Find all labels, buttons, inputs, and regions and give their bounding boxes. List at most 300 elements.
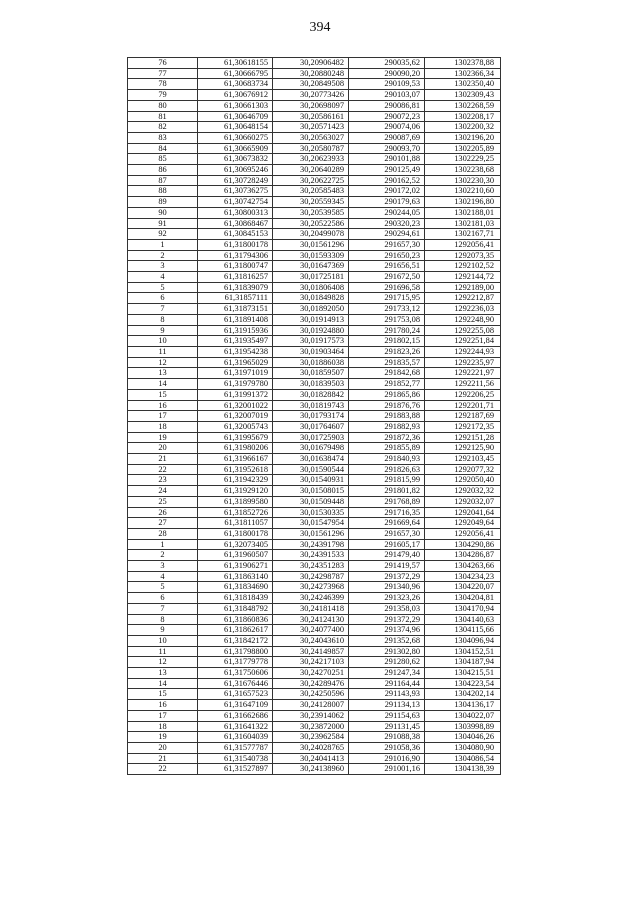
table-row xyxy=(128,218,501,229)
table-cell: 8 xyxy=(128,314,198,325)
table-cell: 291323,26 xyxy=(349,593,425,604)
table-cell: 291479,40 xyxy=(349,550,425,561)
table-cell: 1292102,52 xyxy=(425,261,501,272)
table-cell: 18 xyxy=(128,721,198,732)
table-cell: 19 xyxy=(128,732,198,743)
table-cell: 61,31662686 xyxy=(198,710,273,721)
table-cell: 1292032,32 xyxy=(425,486,501,497)
table-cell: 30,01725181 xyxy=(273,272,349,283)
table-cell: 16 xyxy=(128,700,198,711)
table-cell: 1292050,40 xyxy=(425,475,501,486)
table-cell: 21 xyxy=(128,753,198,764)
table-cell: 30,24246399 xyxy=(273,593,349,604)
table-cell: 1302210,60 xyxy=(425,186,501,197)
table-cell: 30,23962584 xyxy=(273,732,349,743)
table-row xyxy=(128,528,501,539)
table-cell: 1302205,89 xyxy=(425,143,501,154)
table-cell: 291302,80 xyxy=(349,646,425,657)
table-cell: 61,30660275 xyxy=(198,132,273,143)
table-row xyxy=(128,175,501,186)
table-row xyxy=(128,539,501,550)
table-cell: 1292032,07 xyxy=(425,496,501,507)
table-cell: 13 xyxy=(128,668,198,679)
table-cell: 61,30736275 xyxy=(198,186,273,197)
table-cell: 61,31800747 xyxy=(198,261,273,272)
table-row xyxy=(128,132,501,143)
table-cell: 30,20522586 xyxy=(273,218,349,229)
table-cell: 1292144,72 xyxy=(425,272,501,283)
table-cell: 30,01828842 xyxy=(273,389,349,400)
table-cell: 30,23872000 xyxy=(273,721,349,732)
table-cell: 1304187,94 xyxy=(425,657,501,668)
table-cell: 1292211,56 xyxy=(425,379,501,390)
table-cell: 5 xyxy=(128,582,198,593)
table-cell: 1304138,39 xyxy=(425,764,501,775)
table-cell: 12 xyxy=(128,357,198,368)
table-cell: 6 xyxy=(128,293,198,304)
table-cell: 61,31834690 xyxy=(198,582,273,593)
table-cell: 30,01914913 xyxy=(273,314,349,325)
table-cell: 61,30648154 xyxy=(198,122,273,133)
table-cell: 290179,63 xyxy=(349,197,425,208)
table-cell: 30,01764607 xyxy=(273,421,349,432)
table-cell: 290086,81 xyxy=(349,100,425,111)
table-cell: 291280,62 xyxy=(349,657,425,668)
table-row xyxy=(128,100,501,111)
table-cell: 291088,38 xyxy=(349,732,425,743)
table-row xyxy=(128,582,501,593)
table-cell: 1302188,01 xyxy=(425,207,501,218)
table-row xyxy=(128,111,501,122)
table-cell: 61,31816257 xyxy=(198,272,273,283)
table-cell: 290294,61 xyxy=(349,229,425,240)
table-cell: 61,31800178 xyxy=(198,239,273,250)
table-cell: 30,01849828 xyxy=(273,293,349,304)
table-cell: 20 xyxy=(128,443,198,454)
table-cell: 1302181,03 xyxy=(425,218,501,229)
table-row xyxy=(128,432,501,443)
table-row xyxy=(128,421,501,432)
table-cell: 61,31800178 xyxy=(198,528,273,539)
table-cell: 291802,15 xyxy=(349,336,425,347)
table-cell: 30,01561296 xyxy=(273,239,349,250)
table-row xyxy=(128,561,501,572)
table-cell: 19 xyxy=(128,432,198,443)
table-cell: 1292206,25 xyxy=(425,389,501,400)
table-row xyxy=(128,272,501,283)
table-cell: 290101,88 xyxy=(349,154,425,165)
table-cell: 1304046,26 xyxy=(425,732,501,743)
table-cell: 61,30695246 xyxy=(198,165,273,176)
table-cell: 1304136,17 xyxy=(425,700,501,711)
table-cell: 4 xyxy=(128,272,198,283)
table-cell: 30,24270251 xyxy=(273,668,349,679)
table-cell: 16 xyxy=(128,400,198,411)
table-row xyxy=(128,239,501,250)
table-cell: 87 xyxy=(128,175,198,186)
table-cell: 30,20880248 xyxy=(273,68,349,79)
table-cell: 30,24181418 xyxy=(273,603,349,614)
table-cell: 291656,51 xyxy=(349,261,425,272)
table-cell: 79 xyxy=(128,90,198,101)
table-cell: 30,20539585 xyxy=(273,207,349,218)
table-cell: 291840,93 xyxy=(349,454,425,465)
table-cell: 30,01540931 xyxy=(273,475,349,486)
table-cell: 18 xyxy=(128,421,198,432)
table-cell: 30,24028765 xyxy=(273,743,349,754)
table-cell: 12 xyxy=(128,657,198,668)
table-cell: 1302208,17 xyxy=(425,111,501,122)
table-cell: 80 xyxy=(128,100,198,111)
table-cell: 291715,95 xyxy=(349,293,425,304)
table-cell: 30,01547954 xyxy=(273,518,349,529)
table-cell: 61,31863140 xyxy=(198,571,273,582)
table-cell: 291768,89 xyxy=(349,496,425,507)
table-cell: 30,24043610 xyxy=(273,635,349,646)
table-cell: 1292248,90 xyxy=(425,314,501,325)
table-cell: 30,01839503 xyxy=(273,379,349,390)
table-cell: 1304215,51 xyxy=(425,668,501,679)
table-row xyxy=(128,753,501,764)
table-row xyxy=(128,475,501,486)
table-cell: 2 xyxy=(128,550,198,561)
table-cell: 61,31577787 xyxy=(198,743,273,754)
table-cell: 290320,23 xyxy=(349,218,425,229)
table-cell: 24 xyxy=(128,486,198,497)
table-cell: 291716,35 xyxy=(349,507,425,518)
table-cell: 61,30728249 xyxy=(198,175,273,186)
table-row xyxy=(128,282,501,293)
table-cell: 30,20698097 xyxy=(273,100,349,111)
table-cell: 61,30618155 xyxy=(198,58,273,69)
table-cell: 290087,69 xyxy=(349,132,425,143)
table-cell: 86 xyxy=(128,165,198,176)
table-cell: 89 xyxy=(128,197,198,208)
table-row xyxy=(128,389,501,400)
table-cell: 30,20580787 xyxy=(273,143,349,154)
table-cell: 290244,05 xyxy=(349,207,425,218)
table-cell: 61,30800313 xyxy=(198,207,273,218)
table-cell: 1292056,41 xyxy=(425,239,501,250)
table-cell: 1304204,81 xyxy=(425,593,501,604)
table-cell: 290162,52 xyxy=(349,175,425,186)
table-cell: 61,31848792 xyxy=(198,603,273,614)
table-cell: 26 xyxy=(128,507,198,518)
table-cell: 291826,63 xyxy=(349,464,425,475)
table-cell: 61,31860836 xyxy=(198,614,273,625)
table-cell: 291669,64 xyxy=(349,518,425,529)
table-cell: 15 xyxy=(128,389,198,400)
table-cell: 22 xyxy=(128,464,198,475)
table-row xyxy=(128,689,501,700)
table-cell: 30,20563027 xyxy=(273,132,349,143)
table-cell: 61,31965029 xyxy=(198,357,273,368)
table-cell: 61,31818439 xyxy=(198,593,273,604)
table-cell: 30,20640289 xyxy=(273,165,349,176)
table-cell: 92 xyxy=(128,229,198,240)
table-row xyxy=(128,678,501,689)
table-cell: 1304096,94 xyxy=(425,635,501,646)
table-row xyxy=(128,732,501,743)
table-cell: 291780,24 xyxy=(349,325,425,336)
table-row xyxy=(128,496,501,507)
table-cell: 14 xyxy=(128,379,198,390)
table-row xyxy=(128,122,501,133)
table-cell: 2 xyxy=(128,250,198,261)
table-cell: 1292236,03 xyxy=(425,304,501,315)
table-cell: 30,20585483 xyxy=(273,186,349,197)
table-cell: 11 xyxy=(128,646,198,657)
table-cell: 1292041,64 xyxy=(425,507,501,518)
table-row xyxy=(128,721,501,732)
table-cell: 1302238,68 xyxy=(425,165,501,176)
table-cell: 61,31839079 xyxy=(198,282,273,293)
table-cell: 61,31906271 xyxy=(198,561,273,572)
page-number: 394 xyxy=(309,20,331,35)
table-row xyxy=(128,314,501,325)
table-cell: 290035,62 xyxy=(349,58,425,69)
table-cell: 30,24041413 xyxy=(273,753,349,764)
table-cell: 81 xyxy=(128,111,198,122)
table-row xyxy=(128,657,501,668)
table-row xyxy=(128,603,501,614)
table-cell: 30,01892050 xyxy=(273,304,349,315)
table-cell: 1302196,80 xyxy=(425,197,501,208)
table-cell: 30,20622725 xyxy=(273,175,349,186)
table-row xyxy=(128,743,501,754)
table-cell: 290074,06 xyxy=(349,122,425,133)
table-row xyxy=(128,261,501,272)
table-cell: 1292151,28 xyxy=(425,432,501,443)
table-cell: 14 xyxy=(128,678,198,689)
table-row xyxy=(128,668,501,679)
table-cell: 1302167,71 xyxy=(425,229,501,240)
table-cell: 61,31942329 xyxy=(198,475,273,486)
table-cell: 4 xyxy=(128,571,198,582)
table-cell: 30,24138960 xyxy=(273,764,349,775)
table-row xyxy=(128,293,501,304)
table-cell: 61,30646709 xyxy=(198,111,273,122)
table-cell: 1302309,43 xyxy=(425,90,501,101)
table-cell: 291876,76 xyxy=(349,400,425,411)
table-cell: 61,32007019 xyxy=(198,411,273,422)
table-cell: 10 xyxy=(128,635,198,646)
table-cell: 61,31954238 xyxy=(198,346,273,357)
table-cell: 77 xyxy=(128,68,198,79)
table-cell: 30,01917573 xyxy=(273,336,349,347)
table-cell: 61,30661303 xyxy=(198,100,273,111)
table-cell: 1292255,08 xyxy=(425,325,501,336)
table-row xyxy=(128,336,501,347)
table-cell: 30,01903464 xyxy=(273,346,349,357)
table-row xyxy=(128,346,501,357)
table-cell: 1292212,87 xyxy=(425,293,501,304)
table-cell: 76 xyxy=(128,58,198,69)
table-cell: 30,24250596 xyxy=(273,689,349,700)
table-cell: 7 xyxy=(128,603,198,614)
table-cell: 1304140,63 xyxy=(425,614,501,625)
table-cell: 61,31873151 xyxy=(198,304,273,315)
table-row xyxy=(128,357,501,368)
table-cell: 30,20499078 xyxy=(273,229,349,240)
table-cell: 61,30845153 xyxy=(198,229,273,240)
table-cell: 1304170,94 xyxy=(425,603,501,614)
table-cell: 30,24391533 xyxy=(273,550,349,561)
table-cell: 61,31852726 xyxy=(198,507,273,518)
table-cell: 30,01819743 xyxy=(273,400,349,411)
table-cell: 61,31641322 xyxy=(198,721,273,732)
table-cell: 22 xyxy=(128,764,198,775)
table-row xyxy=(128,710,501,721)
table-cell: 61,31915936 xyxy=(198,325,273,336)
table-cell: 61,31750606 xyxy=(198,668,273,679)
table-cell: 20 xyxy=(128,743,198,754)
table-cell: 61,31966167 xyxy=(198,454,273,465)
table-cell: 290072,23 xyxy=(349,111,425,122)
table-cell: 13 xyxy=(128,368,198,379)
table-row xyxy=(128,411,501,422)
table-cell: 30,01859507 xyxy=(273,368,349,379)
table-cell: 1292056,41 xyxy=(425,528,501,539)
table-cell: 291855,89 xyxy=(349,443,425,454)
table-cell: 30,20586161 xyxy=(273,111,349,122)
table-cell: 3 xyxy=(128,561,198,572)
table-cell: 61,30676912 xyxy=(198,90,273,101)
table-cell: 291340,96 xyxy=(349,582,425,593)
table-cell: 27 xyxy=(128,518,198,529)
table-cell: 61,30742754 xyxy=(198,197,273,208)
table-cell: 10 xyxy=(128,336,198,347)
table-cell: 291815,99 xyxy=(349,475,425,486)
table-cell: 1292077,32 xyxy=(425,464,501,475)
table-cell: 3 xyxy=(128,261,198,272)
table-row xyxy=(128,507,501,518)
table-cell: 1292049,64 xyxy=(425,518,501,529)
table-cell: 1304220,07 xyxy=(425,582,501,593)
table-row xyxy=(128,325,501,336)
table-cell: 1292172,35 xyxy=(425,421,501,432)
table-row xyxy=(128,379,501,390)
table-cell: 61,31935497 xyxy=(198,336,273,347)
table-cell: 30,01638474 xyxy=(273,454,349,465)
table-cell: 1292125,90 xyxy=(425,443,501,454)
table-row xyxy=(128,400,501,411)
table-cell: 61,31779778 xyxy=(198,657,273,668)
table-cell: 291372,29 xyxy=(349,614,425,625)
table-cell: 61,32005743 xyxy=(198,421,273,432)
table-cell: 290125,49 xyxy=(349,165,425,176)
table-cell: 30,01924880 xyxy=(273,325,349,336)
table-cell: 30,24149857 xyxy=(273,646,349,657)
table-cell: 9 xyxy=(128,625,198,636)
table-cell: 1292251,84 xyxy=(425,336,501,347)
table-cell: 30,01647369 xyxy=(273,261,349,272)
table-cell: 82 xyxy=(128,122,198,133)
table-cell: 291835,57 xyxy=(349,357,425,368)
table-cell: 30,24298787 xyxy=(273,571,349,582)
table-cell: 1292221,97 xyxy=(425,368,501,379)
table-cell: 291842,68 xyxy=(349,368,425,379)
table-cell: 30,01530335 xyxy=(273,507,349,518)
table-cell: 90 xyxy=(128,207,198,218)
table-cell: 61,31798800 xyxy=(198,646,273,657)
table-cell: 1304263,66 xyxy=(425,561,501,572)
table-cell: 291801,82 xyxy=(349,486,425,497)
table-cell: 61,31527897 xyxy=(198,764,273,775)
table-cell: 30,01886038 xyxy=(273,357,349,368)
table-cell: 1292103,45 xyxy=(425,454,501,465)
table-cell: 30,01508015 xyxy=(273,486,349,497)
table-cell: 291374,96 xyxy=(349,625,425,636)
table-cell: 1302230,30 xyxy=(425,175,501,186)
table-cell: 61,31991372 xyxy=(198,389,273,400)
table-cell: 1302229,25 xyxy=(425,154,501,165)
table-cell: 291419,57 xyxy=(349,561,425,572)
table-cell: 291605,17 xyxy=(349,539,425,550)
table-cell: 1292235,97 xyxy=(425,357,501,368)
table-cell: 61,31676446 xyxy=(198,678,273,689)
table-cell: 30,24124130 xyxy=(273,614,349,625)
table-cell: 25 xyxy=(128,496,198,507)
table-cell: 291016,90 xyxy=(349,753,425,764)
table-cell: 30,01561296 xyxy=(273,528,349,539)
table-cell: 30,01593309 xyxy=(273,250,349,261)
table-cell: 30,20773426 xyxy=(273,90,349,101)
table-cell: 30,24128007 xyxy=(273,700,349,711)
table-cell: 61,31995679 xyxy=(198,432,273,443)
table-cell: 291001,16 xyxy=(349,764,425,775)
table-row xyxy=(128,443,501,454)
table-cell: 291247,34 xyxy=(349,668,425,679)
table-cell: 30,24077400 xyxy=(273,625,349,636)
table-row xyxy=(128,700,501,711)
table-cell: 1304152,51 xyxy=(425,646,501,657)
table-cell: 291696,58 xyxy=(349,282,425,293)
table-row xyxy=(128,368,501,379)
table-cell: 30,01679498 xyxy=(273,443,349,454)
table-cell: 61,31929120 xyxy=(198,486,273,497)
table-cell: 1304115,66 xyxy=(425,625,501,636)
table-cell: 61,31979780 xyxy=(198,379,273,390)
table-cell: 61,31811057 xyxy=(198,518,273,529)
table-cell: 291352,68 xyxy=(349,635,425,646)
table-row xyxy=(128,229,501,240)
table-cell: 291672,50 xyxy=(349,272,425,283)
table-row xyxy=(128,593,501,604)
table-cell: 61,31862617 xyxy=(198,625,273,636)
table-row xyxy=(128,58,501,69)
table-cell: 1302196,20 xyxy=(425,132,501,143)
table-cell: 30,24217103 xyxy=(273,657,349,668)
table-cell: 61,30868467 xyxy=(198,218,273,229)
table-cell: 8 xyxy=(128,614,198,625)
table-cell: 291058,36 xyxy=(349,743,425,754)
table-row xyxy=(128,165,501,176)
table-cell: 290093,70 xyxy=(349,143,425,154)
table-cell: 30,24289476 xyxy=(273,678,349,689)
table-cell: 88 xyxy=(128,186,198,197)
table-cell: 61,31899580 xyxy=(198,496,273,507)
table-cell: 61,31647109 xyxy=(198,700,273,711)
table-cell: 30,20571423 xyxy=(273,122,349,133)
table-cell: 30,01806408 xyxy=(273,282,349,293)
table-cell: 30,24351283 xyxy=(273,561,349,572)
table-cell: 61,31842172 xyxy=(198,635,273,646)
coordinates-table xyxy=(127,57,501,775)
table-cell: 290103,07 xyxy=(349,90,425,101)
table-cell: 30,01793174 xyxy=(273,411,349,422)
table-row xyxy=(128,250,501,261)
